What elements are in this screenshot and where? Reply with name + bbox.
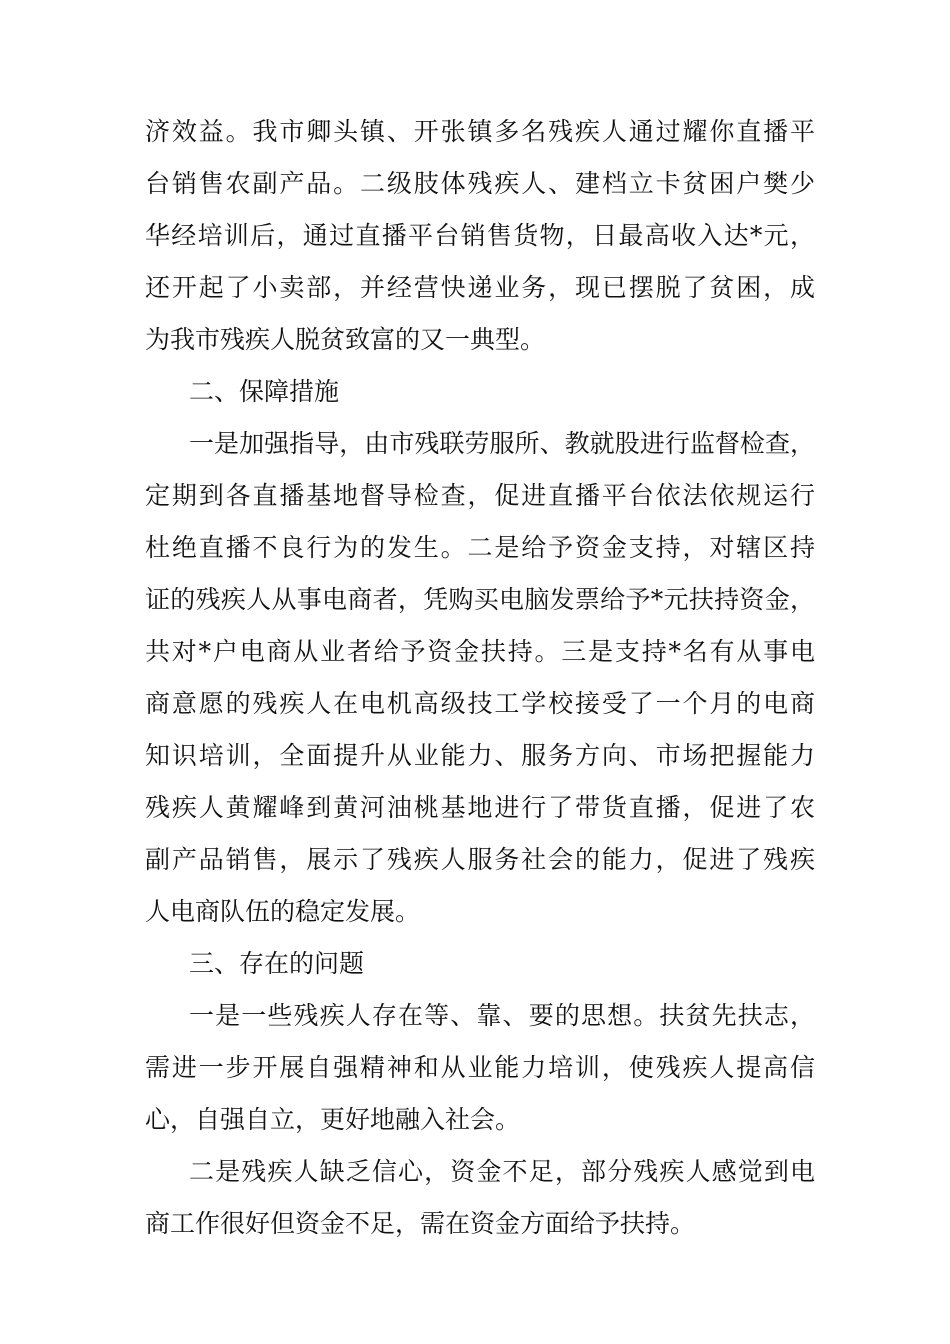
text-line: 华经培训后，通过直播平台销售货物，日最高收入达*元， [145, 221, 815, 250]
text-line: 商工作很好但资金不足，需在资金方面给予扶持。 [145, 1209, 696, 1238]
text-line: 台销售农副产品。二级肢体残疾人、建档立卡贫困户樊少 [145, 169, 815, 198]
text-line: 为我市残疾人脱贫致富的又一典型。 [145, 325, 546, 354]
heading-text: 二、保障措施 [189, 377, 340, 406]
text-line: 杜绝直播不良行为的发生。二是给予资金支持，对辖区持 [145, 533, 815, 562]
text-line: 二是残疾人缺乏信心，资金不足，部分残疾人感觉到电 [189, 1157, 815, 1186]
text-line: 人电商队伍的稳定发展。 [145, 897, 421, 926]
document-body [145, 106, 815, 1250]
text-line: 一是一些残疾人存在等、靠、要的思想。扶贫先扶志， [189, 1001, 815, 1030]
heading-text: 三、存在的问题 [189, 949, 365, 978]
paragraph-p2 [145, 418, 815, 938]
section-heading-problems [145, 938, 815, 990]
text-line: 证的残疾人从事电商者，凭购买电脑发票给予*元扶持资金， [145, 585, 815, 614]
section-heading-safeguards [145, 366, 815, 418]
text-line: 残疾人黄耀峰到黄河油桃基地进行了带货直播，促进了农 [145, 793, 815, 822]
text-line: 心，自强自立，更好地融入社会。 [145, 1105, 521, 1134]
text-line: 副产品销售，展示了残疾人服务社会的能力，促进了残疾 [145, 845, 815, 874]
paragraph-p4 [145, 1146, 815, 1250]
text-line: 需进一步开展自强精神和从业能力培训，使残疾人提高信 [145, 1053, 815, 1082]
text-line: 定期到各直播基地督导检查，促进直播平台依法依规运行 [145, 481, 815, 510]
paragraph-p3 [145, 990, 815, 1146]
text-line: 还开起了小卖部，并经营快递业务，现已摆脱了贫困，成 [145, 273, 815, 302]
text-line: 共对*户电商从业者给予资金扶持。三是支持*名有从事电 [145, 637, 815, 666]
text-line: 知识培训，全面提升从业能力、服务方向、市场把握能力 [145, 741, 815, 770]
text-line: 商意愿的残疾人在电机高级技工学校接受了一个月的电商 [145, 689, 815, 718]
text-line: 一是加强指导，由市残联劳服所、教就股进行监督检查， [189, 429, 815, 458]
text-line: 济效益。我市卿头镇、开张镇多名残疾人通过耀你直播平 [145, 117, 815, 146]
paragraph-p1 [145, 106, 815, 366]
